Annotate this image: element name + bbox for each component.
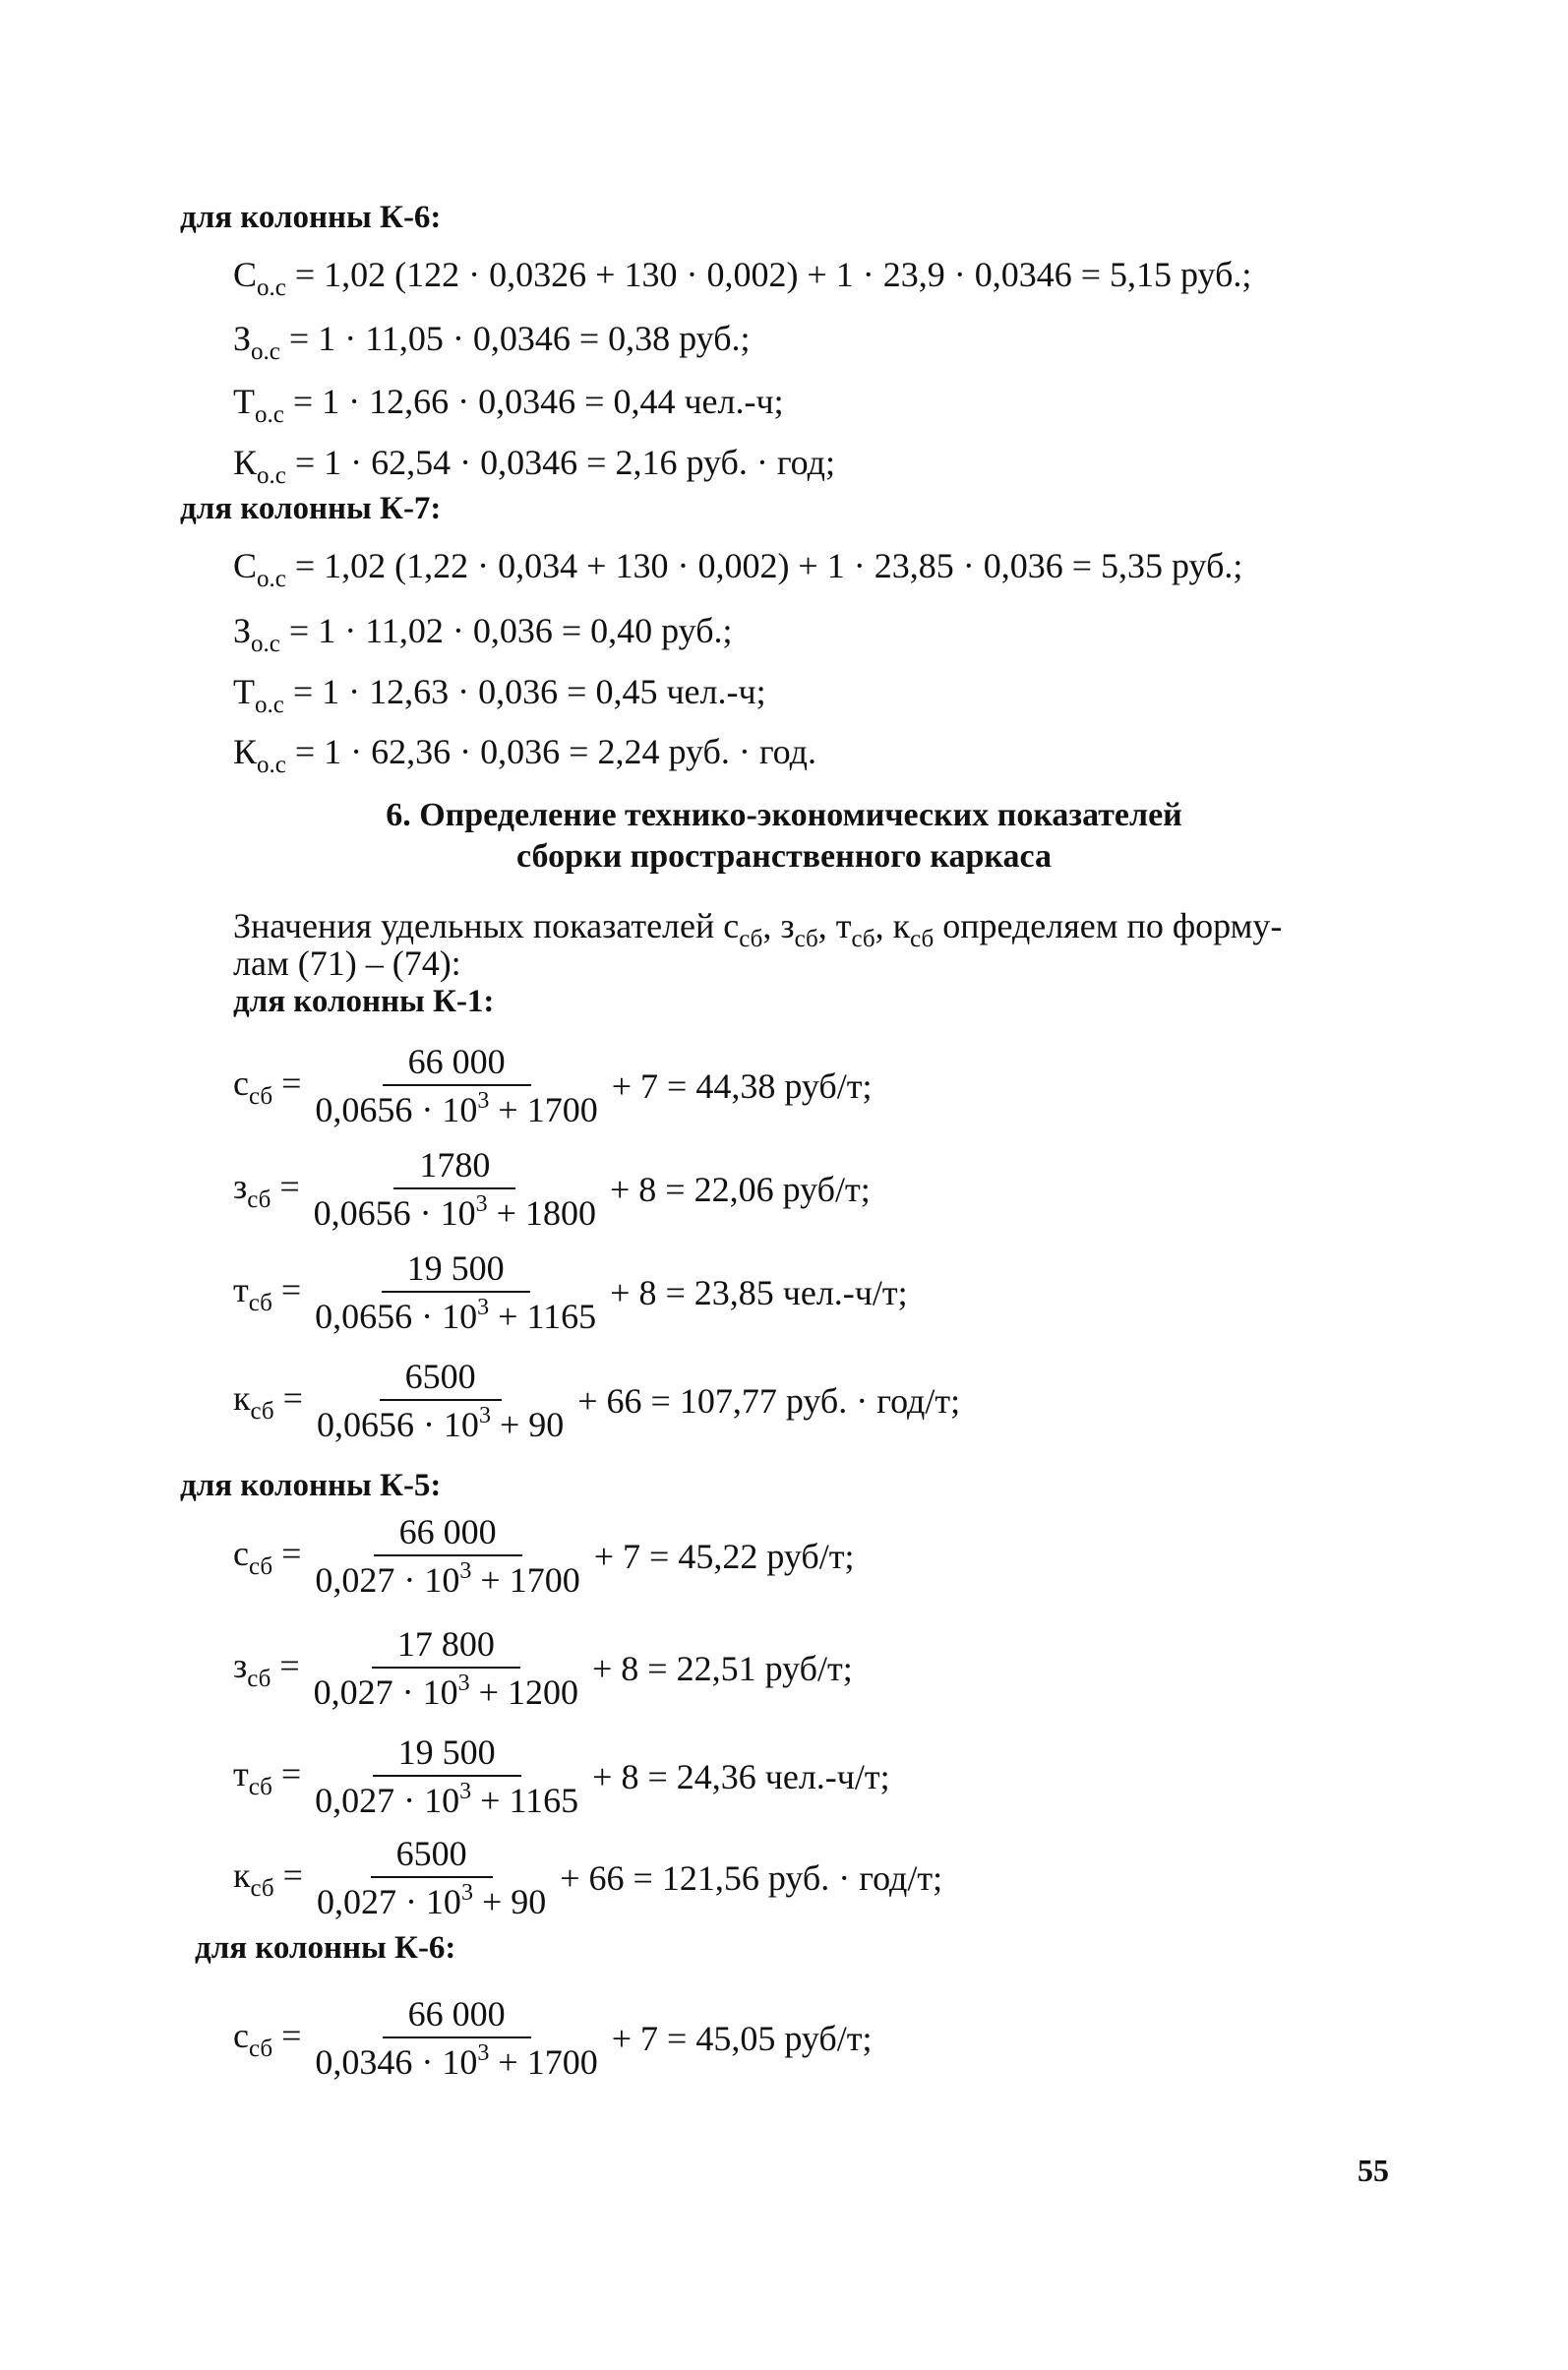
fraction: $\frac{1780}{0,0656 \cdot 10^3 + 1800}$ — [313, 1145, 596, 1233]
k7-formula-wage: $З_{о.с} = 1 \cdot 11,02 \cdot 0,036 = 0,40$ руб.; — [233, 611, 733, 657]
k5-formula-cost: $с_{сб}$ = $\frac{66 000}{0,027 \cdot 10^3 + 1700}$ + 7 = 45,22 руб/т; — [233, 1512, 855, 1600]
fraction: $\frac{17 800}{0,027 \cdot 10^3 + 1200}$ — [313, 1624, 578, 1712]
section-title-line1: 6. Определение технико-экономических показателей — [386, 797, 1182, 833]
k7-formula-capital: $К_{о.с} = 1 \cdot 62,36 \cdot 0,036 = 2,24$ руб. · год. — [233, 732, 816, 778]
fraction: $\frac{19 500}{0,027 \cdot 10^3 + 1165}$ — [315, 1732, 579, 1820]
k5-header: для колонны К-5: — [180, 1468, 442, 1503]
fraction: $\frac{6500}{0,027 \cdot 10^3 + 90}$ — [316, 1834, 547, 1921]
k6b-header: для колонны К-6: — [195, 1930, 456, 1966]
k1-formula-labor: $т_{сб}$ = $\frac{19 500}{0,0656 \cdot 10^3 + 1165}$ + 8 = 23,85 чел.-ч/т; — [233, 1248, 908, 1336]
fraction: $\frac{19 500}{0,0656 \cdot 10^3 + 1165}$ — [315, 1248, 597, 1336]
k6-formula-wage: $З_{о.с} = 1 \cdot 11,05 \cdot 0,0346 = 0,38$ руб.; — [233, 319, 751, 365]
intro-paragraph-line2: лам (71) – (74): — [233, 943, 461, 983]
fraction: $\frac{6500}{0,0656 \cdot 10^3 + 90}$ — [316, 1357, 565, 1444]
k7-header: для колонны К-7: — [180, 491, 442, 526]
k1-formula-cost: $с_{сб}$ = $\frac{66 000}{0,0656 \cdot 10^3 + 1700}$ + 7 = 44,38 руб/т; — [233, 1042, 873, 1129]
section-title-line2: сборки пространственного каркаса — [516, 838, 1052, 875]
k6-header: для колонны К-6: — [180, 200, 442, 235]
k5-formula-capital: $к_{сб}$ = $\frac{6500}{0,027 \cdot 10^3 + 90}$ + 66 = 121,56 руб. · год/т; — [233, 1834, 943, 1921]
k6-formula-labor: $Т_{о.с} = 1 \cdot 12,66 \cdot 0,0346 = 0,44$ чел.-ч; — [233, 382, 784, 428]
k5-formula-labor: $т_{сб}$ = $\frac{19 500}{0,027 \cdot 10^3 + 1165}$ + 8 = 24,36 чел.-ч/т; — [233, 1732, 890, 1820]
k5-formula-wage: $з_{сб}$ = $\frac{17 800}{0,027 \cdot 10^3 + 1200}$ + 8 = 22,51 руб/т; — [233, 1624, 853, 1712]
k6b-formula-cost: $с_{сб}$ = $\frac{66 000}{0,0346 \cdot 10^3 + 1700}$ + 7 = 45,05 руб/т; — [233, 1994, 873, 2082]
page-number: 55 — [1357, 2153, 1389, 2188]
k7-formula-cost: $С_{о.с} = 1,02$ (1,22 · 0,034 + 130 · 0,002) + 1 · 23,85 · 0,036 = 5,35 руб.; — [233, 546, 1243, 592]
fraction: $\frac{66 000}{0,0656 \cdot 10^3 + 1700}$ — [315, 1042, 598, 1129]
fraction: $\frac{66 000}{0,027 \cdot 10^3 + 1700}$ — [315, 1512, 580, 1600]
k6-formula-capital: $К_{о.с} = 1 \cdot 62,54 \cdot 0,0346 = 2,16$ руб. · год; — [233, 443, 835, 489]
intro-paragraph-line1: Значения удельных показателей $с_{сб}$, $з_{сб}$, $т_{сб}$, $к_{сб}$ определяем по форму- — [233, 906, 1283, 952]
k1-header: для колонны К-1: — [233, 984, 495, 1019]
k1-formula-capital: $к_{сб}$ = $\frac{6500}{0,0656 \cdot 10^3 + 90}$ + 66 = 107,77 руб. · год/т; — [233, 1357, 961, 1444]
k7-formula-labor: $Т_{о.с} = 1 \cdot 12,63 \cdot 0,036 = 0,45$ чел.-ч; — [233, 672, 766, 718]
k6-formula-cost: $С_{о.с} = 1,02$ (122 · 0,0326 + 130 · 0,002) + 1 · 23,9 · 0,0346 = 5,15 руб.; — [233, 255, 1252, 301]
fraction: $\frac{66 000}{0,0346 \cdot 10^3 + 1700}$ — [315, 1994, 598, 2082]
k1-formula-wage: $з_{сб}$ = $\frac{1780}{0,0656 \cdot 10^3 + 1800}$ + 8 = 22,06 руб/т; — [233, 1145, 871, 1233]
